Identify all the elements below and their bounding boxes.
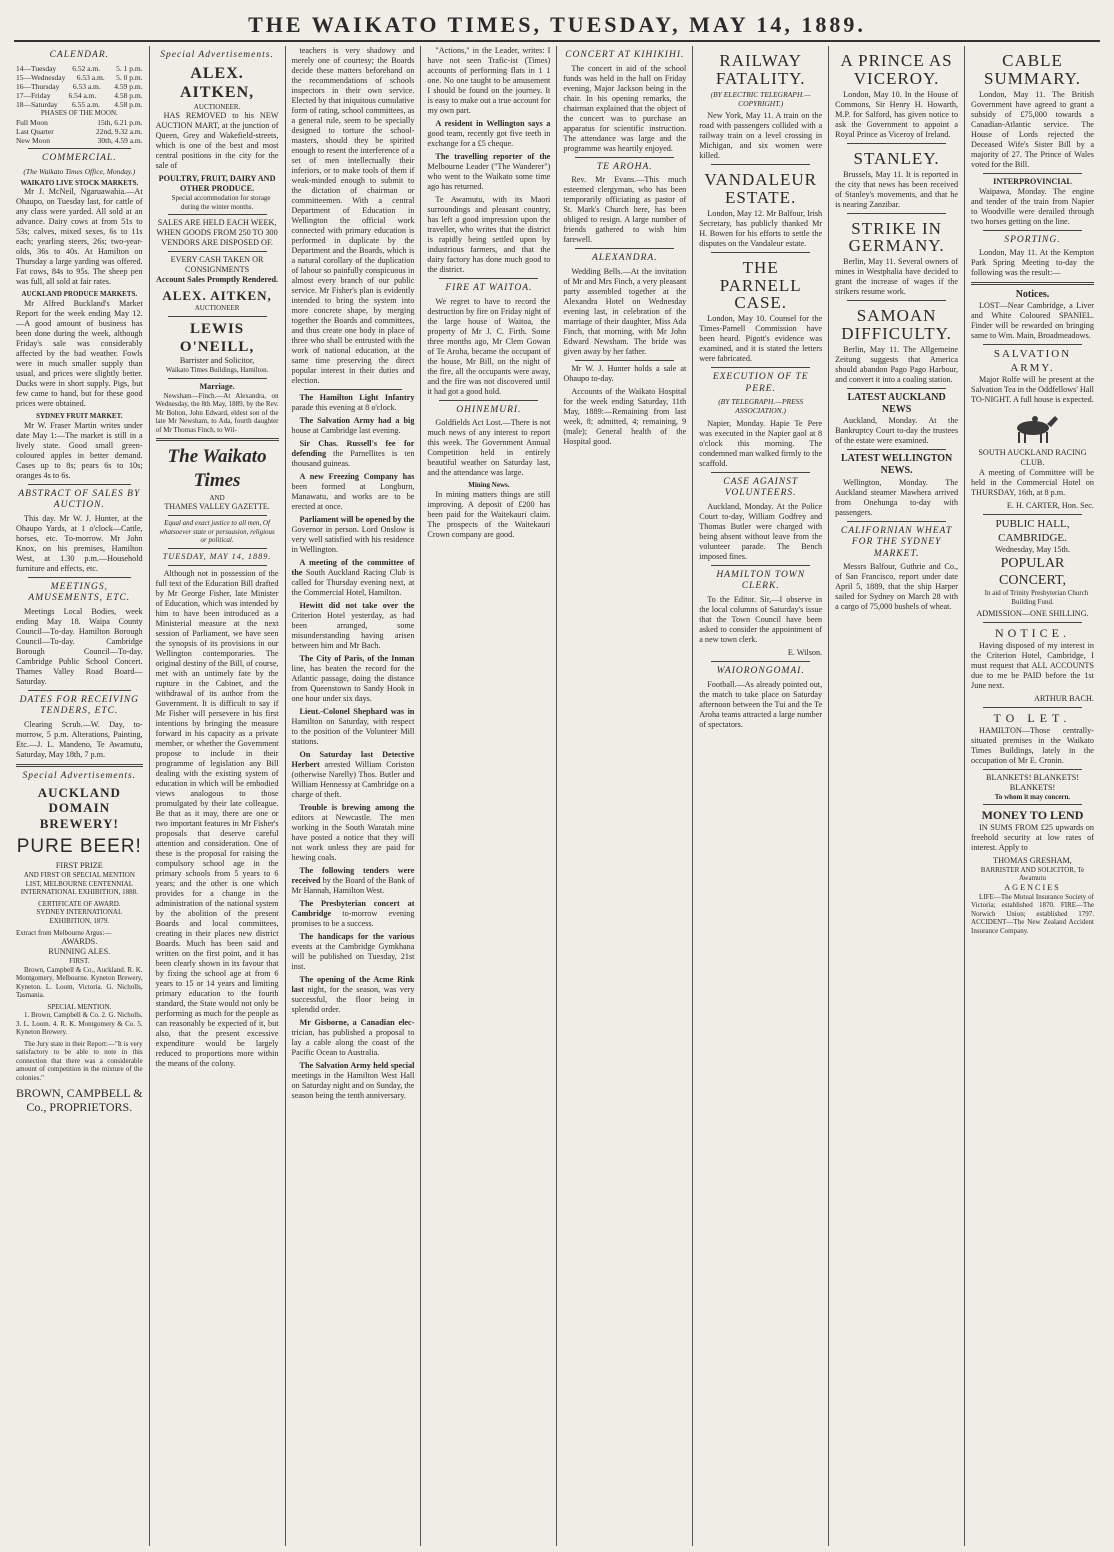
calendar-row: 17—Friday 6.54 a.m. 4.58 p.m. (16, 91, 143, 100)
tenders-text: Clearing Scrub.—W. Day, to-morrow, 5 p.m. Alterations, Painting, Etc.—J. L. Mandeno, Te Awamutu, Saturday, May 18th, 7 p.m. (16, 720, 143, 760)
column-1 (14, 46, 149, 1546)
motto: Equal and exact justice to all men, Of whatsoever state or persuasion, religious or political. (159, 519, 275, 545)
gresham-title: BARRISTER AND SOLICITOR, Te Awamutu (980, 865, 1085, 883)
ohinemuri-text: Goldfields Act Lost.—There is not much news of any interest to report this week. The Government Annual Competition held in entirely beautiful weather on Saturday last, and the attendance was large. (427, 418, 551, 478)
interprovincial-text: Waipawa, Monday. The engine and tender of the train from Napier to Woodville were derailed through two horses getting on the line. (971, 186, 1094, 226)
execution-text: Napier, Monday. Hapie Te Pere was executed in the Napier gaol at 8 o'clock this morning. The condemned man walked firmly to the scaffold. (699, 418, 823, 468)
waiorongomai-heading: WAIORONGOMAI. (716, 665, 805, 676)
stanley-headline: STANLEY. (853, 148, 940, 168)
account-sales: Account Sales Promptly Rendered. (156, 275, 279, 285)
first-heading: FIRST. (69, 957, 90, 966)
aitken-name-2: ALEX. AITKEN, (162, 288, 272, 304)
gazette-name: THAMES VALLEY GAZETTE. (164, 502, 270, 512)
agencies-heading: AGENCIES (1004, 882, 1061, 892)
blankets-heading: BLANKETS! BLANKETS! BLANKETS! (985, 772, 1079, 792)
awards-heading: AWARDS. (61, 937, 98, 947)
jury-report: The Jury state in their Report:—"It is very satisfactory to be able to note in this connection that there was a considerable amount of competition in the mixture of the colonies." (16, 1039, 143, 1082)
stanley-text: Brussels, May 11. It is reported in the city that news has been received of Stanley's movements, and that he is nearing Zanzibar. (835, 169, 959, 209)
prince-headline: A PRINCE AS VICEROY. (840, 51, 953, 88)
strike-headline: STRIKE IN GERMANY. (848, 218, 945, 256)
te-aroha-heading: TE AROHA. (596, 161, 653, 172)
first-prize: FIRST PRIZE (55, 861, 103, 871)
news-item: Trouble is brewing among the editors at Newcastle. The men working in the South Waratah mine have posted a notice that they will not work unless they are paid for hewing coals. (291, 803, 415, 862)
auckland-news-text: Auckland, Monday. At the Bankruptcy Court to-day the trustees of the estate were examined. (835, 416, 959, 446)
news-item: Hewitt did not take over the Criterion Hotel yesterday, as had been arranged, some misunderstanding having arisen between him and Mr Bach. (291, 601, 415, 650)
special-adv-heading-2: Special Advertisements. (160, 50, 274, 60)
moon-title: PHASES OF THE MOON. (40, 109, 118, 118)
news-item: The Salvation Army held special meetings in the Hamilton West Hall on Saturday night and on Sunday, the season being the tenth anniversary. (291, 1061, 415, 1100)
calendar-title: CALENDAR. (49, 50, 109, 60)
calendar-table (16, 64, 143, 110)
calendar-row: 16—Thursday 6.53 a.m. 4.59 p.m. (16, 81, 143, 91)
aitken-text: HAS REMOVED to his NEW AUCTION MART, at the junction of Queen, Grey and Wakefield-streets, which is one of the best and most central positions in the city for the sale of (155, 111, 279, 171)
hunter-note: Mr W. J. Hunter holds a sale at Ohaupo to-day. (563, 363, 687, 383)
column-2 (149, 46, 285, 1546)
news-item: A meeting of the committee of the South Auckland Racing Club is called for Thursday evening next, at the Commercial Hotel, Hamilton. (291, 558, 415, 597)
salvation-text: Major Rolfe will be present at the Salvation Tea in the Oddfellows' Hall TO-NIGHT. A full house is expected. (971, 375, 1094, 405)
news-item: The handicaps for the various events at the Cambridge Gymkhana will be published on Tuesday, 21st inst. (291, 932, 415, 971)
news-item: A resident in Wellington says a good team, recently got five teeth in exchange for a £5 cheque. (427, 119, 551, 148)
interprovincial-heading: INTERPROVINCIAL (993, 176, 1072, 186)
news-item: The Salvation Army had a big house at Cambridge last evening. (291, 416, 415, 435)
popular-concert: POPULAR CONCERT, (999, 556, 1066, 589)
fruit-heading: SYDNEY FRUIT MARKET. (36, 412, 123, 421)
abstract-text: This day. Mr W. J. Hunter, at the Ohaupo Yards, at 1 o'clock—Cattle, horses, etc. To-morrow. Mr John Knox, on his premises, Hamilton West, at 1.30 p.m.—Household furniture and effects, etc. (16, 513, 143, 573)
column-3 (285, 46, 421, 1546)
concert-purpose: In aid of Trinity Presbyterian Church Building Fund. (984, 589, 1089, 606)
storage-note: Special accommodation for storage during the winter months. (171, 194, 271, 211)
auctioneer-title: AUCTIONEER. (193, 102, 241, 111)
column-7 (828, 46, 964, 1546)
alexandra-heading: ALEXANDRA. (591, 253, 658, 264)
special-list: 1. Brown, Campbell & Co. 2. G. Nicholls. 3. L. Loom. 4. R. K. Montgomery & Co. 5. Kyneton Brewery. (16, 1011, 143, 1037)
racing-secretary: E. H. CARTER, Hon. Sec. (1006, 501, 1094, 511)
auctioneer-title-2: AUCTIONEER (194, 304, 240, 313)
hospital-note: Accounts of the Waikato Hospital for the week ending Saturday, 11th May, 1889:—Remaining from last week, 8; admitted, 4; remaining, 9 (male); General health of the Hospital good. (563, 386, 687, 446)
domain-title: AUCKLAND DOMAIN (37, 784, 121, 816)
money-text: IN SUMS FROM £25 upwards on freehold security at low rates of interest. Apply to (971, 822, 1094, 852)
californian-heading: CALIFORNIAN WHEAT FOR THE SYDNEY MARKET. (840, 525, 953, 559)
news-item: A new Freezing Company has been formed at Longburn, Manawatu, and works are to be erected at once. (291, 472, 415, 511)
notice-signature: ARTHUR BACH. (1033, 693, 1094, 703)
gresham-name: THOMAS GRESHAM, (993, 855, 1072, 865)
column-8 (964, 46, 1100, 1546)
wellington-news-text: Wellington, Monday. The Auckland steamer Mawhera arrived from Onehunga to-day with passengers. (835, 477, 959, 517)
news-item: The travelling reporter of the Melbourne Leader ("The Wanderer") who went to the Waikato some time ago has returned. (427, 152, 551, 191)
every-cash: EVERY CASH TAKEN OR CONSIGNMENTS (170, 255, 264, 275)
to-let-heading: TO LET. (993, 710, 1072, 725)
cable-text: London, May 11. The British Government have agreed to grant a subsidy of £75,000 towards a Canadian-Atlantic service. The House of Lords rejected the Deceased Wife's Sister Bill by a majority of 27. The Prince of Wales voted for the Bill. (971, 89, 1094, 169)
racing-heading: SOUTH AUCKLAND RACING CLUB. (978, 448, 1087, 468)
press-credit: (BY TELEGRAPH.—PRESS ASSOCIATION.) (718, 397, 804, 416)
editorial-continued: teachers is very shadowy and merely one of courtesy; the Boards decide these matters beforehand on the recommendations of schools inspectors in their own service. Elected by that iniquitous cumulative form of rating, school committees, as a general rule, seem to be specially designed to torture the school-masters, should they be spirited enough to resent the interference of a set of men intellectually their inferiors, or to make tools of them if weak-minded enough to submit to the dictation of chairman or committeemen. With a central Department of Education in Wellington the official work connected with primary education is performed in duplicate by the Department and the Boards, which is a natural corollary of the duplication of labour so painfully conspicuous in almost every branch of our public service. Mr Fisher's plan is evidently intended to bring the system into more concrete shape, by merging together the Boards and committees, and thus create one body in place of three who shall be entrusted with the work of national education, at the same time preserving the direct popular interest in their duties and election. (291, 46, 415, 385)
public-hall-heading: PUBLIC HALL, CAMBRIDGE. (995, 518, 1070, 544)
moon-row: Last Quarter 22nd, 9.32 a.m. (16, 126, 143, 136)
calendar-row: 18—Saturday 6.55 a.m. 4.58 p.m. (16, 100, 143, 110)
moon-row: Full Moon 15th, 6.21 p.m. (16, 117, 143, 127)
salvation-heading: SALVATION ARMY. (993, 348, 1072, 374)
commercial-title: COMMERCIAL. (42, 153, 117, 164)
concert-date: Wednesday, May 15th. (995, 545, 1070, 555)
vandaleur-text: London, May 12. Mr Balfour, Irish Secretary, has publicly thanked Mr H. Bowen for his efforts to settle the disputes on the Vandaleur estate. (699, 208, 823, 248)
cable-headline: CABLE SUMMARY. (984, 51, 1081, 88)
oneill-name: LEWIS O'NEILL, (179, 320, 255, 355)
abstract-heading: ABSTRACT OF SALES BY AUCTION. (18, 488, 141, 511)
news-item: Parliament will be opened by the Governor in person. Lord Onslow is very well satisfied with his residence in Wellington. (291, 515, 415, 554)
samoan-text: Berlin, May 11. The Allgemeine Zeitung suggests that America should abandon Pago Pago Harbour, and convert it into a coaling station. (835, 344, 959, 384)
column-4 (420, 46, 556, 1546)
prince-text: London, May 10. In the House of Commons, Sir Henry H. Howarth, M.P. for Salford, has given notice to ask the Government to appoint a Royal Prince as Viceroy of Ireland. (835, 89, 959, 139)
concert-heading: CONCERT AT KIHIKIHI. (565, 50, 685, 60)
whom-concern: To whom it may concern. (994, 792, 1071, 801)
first-list: Brown, Campbell & Co., Auckland. R. K. Montgomery, Melbourne. Kyneton Brewery, Kyneton. L. Loom, Victoria. G. Nicholls, Tasmania. (16, 965, 143, 1000)
sales-note: SALES ARE HELD EACH WEEK, WHEN GOODS FROM 250 TO 300 VENDORS ARE DISPOSED OF. (156, 218, 278, 248)
news-item: Sir Chas. Russell's fee for defending the Parnellites is ten thousand guineas. (291, 439, 415, 468)
news-item: On Saturday last Detective Herbert arrested William Coriston (otherwise Narelly) Thos. Butler and William Hennessy at Cambridge on a charge of theft. (291, 750, 415, 799)
town-clerk-text: To the Editor. Sir,—I observe in the local columns of Saturday's issue that the Town Council have been asked to consider the appointment of a new town clerk. (699, 594, 823, 644)
ohinemuri-heading: OHINEMURI. (456, 404, 522, 415)
notice-text: Having disposed of my interest in the Criterion Hotel, Cambridge, I must request that ALL ACCOUNTS due to me be PAID before the 1st June next. (971, 640, 1094, 690)
parnell-headline: THE PARNELL CASE. (719, 257, 802, 313)
actions-text: "Actions," in the Leader, writes: I have not seen Trafic-ist (Times) accounts of performing flats in 1 1 one. No one taught to be amusement I should be found on the journey. It is easy to make out a true account for my own part. (427, 46, 551, 115)
notices-heading: Notices. (1015, 289, 1050, 301)
extract-note: Extract from Melbourne Argus:— (16, 928, 112, 937)
column-6 (692, 46, 828, 1546)
to-let-text: HAMILTON—Those centrally-situated premises in the Waikato Times Buildings, lately in the occupation of Mr E. Cronin. (971, 725, 1094, 765)
mining-text: In mining matters things are still improving. A deposit of £200 has been paid for the Waitekauri claim. The prospects of the Waitekauri Crown company are good. (427, 489, 551, 539)
notice-heading: NOTICE. (995, 626, 1070, 641)
certificate: CERTIFICATE OF AWARD. (38, 899, 121, 908)
mining-heading: Mining News. (468, 481, 510, 490)
californian-text: Messrs Balfour, Guthrie and Co., of San Francisco, report under date April 5, 1889, that the ship Harper sailed for Sydney on March 28 with a cargo of 75,000 bushels of wheat. (835, 562, 959, 612)
meetings-heading: MEETINGS, AMUSEMENTS, ETC. (28, 581, 131, 604)
racing-horse-icon (1006, 408, 1060, 446)
sporting-text: London, May 11. At the Kempton Park Spring Meeting to-day the following was the result:— (971, 248, 1094, 278)
calendar-row: 15—Wednesday 6.53 a.m. 5. 0 p.m. (16, 72, 143, 82)
livestock-heading: WAIKATO LIVE STOCK MARKETS. (20, 178, 139, 187)
fire-heading: FIRE AT WAITOA. (445, 283, 533, 293)
railway-text: New York, May 11. A train on the road with passengers collided with a railway train on a level crossing in Michigan, and six women were killed. (699, 110, 823, 160)
special-mention: SPECIAL MENTION. (47, 1002, 112, 1011)
columns (14, 46, 1100, 1546)
column-5 (556, 46, 692, 1546)
racing-text: A meeting of Committee will be held in the Commercial Hotel on THURSDAY, 16th, at 8 p.m. (971, 468, 1094, 498)
strike-text: Berlin, May 11. Several owners of mines in Westphalia have decided to grant the increase of wages if the strikers resume work. (835, 257, 959, 297)
news-item: The following tenders were received by the Board of the Bank of Mr Hannah, Hamilton West. (291, 866, 415, 895)
execution-heading: EXECUTION OF TE PERE. (712, 372, 809, 394)
produce-text: Mr Alfred Buckland's Market Report for the week ending May 12.—A good amount of business has been done during the week, although Friday's sale was considerably affected by the bad weather. Fowls were in much smaller supply than usual, and prices were slightly better. Ducks were in short supply. Pigs, but few came to hand, but for these good prices were obtained. (16, 299, 143, 409)
fire-text: We regret to have to record the destruction by fire on Friday night of the large house of Waitoa, the property of Mr J. C. Firth. Some three months ago, Mr Clem Gowan of Te Aroha, became the occupant of the house, Mr Bill, on the night of the fire, all the occupants were away, and the fire was not discovered until it had got a good hold. (427, 296, 551, 396)
waikato-buildings: Waikato Times Buildings, Hamilton. (165, 366, 269, 375)
news-item: Lieut.-Colonel Shephard was in Hamilton on Saturday, with respect to the position of the Volunteer Mill stations. (291, 707, 415, 746)
admission: ADMISSION—ONE SHILLING. (976, 609, 1089, 619)
volunteers-text: Auckland, Monday. At the Police Court to-day, William Godfrey and Thomas Butler were charged with being absent without leave from the volunteer parade. The Bench imposed fines. (699, 501, 823, 561)
samoan-headline: SAMOAN DIFFICULTY. (841, 306, 952, 344)
masthead: THE WAIKATO TIMES, TUESDAY, MAY 14, 1889. (14, 10, 1100, 42)
calendar-row: 14—Tuesday 6.52 a.m. 5. 1 p.m. (16, 63, 143, 73)
commercial-sub: (The Waikato Times Office, Monday.) (23, 166, 136, 176)
waiorongomai-text: Football.—As already pointed out, the match to take place on Saturday afternoon between the Tui and the Te Aroha teams attracted a large number of spectators. (699, 679, 823, 729)
letter-signature: E. Wilson. (787, 647, 823, 657)
and-text: AND (209, 493, 225, 502)
livestock-text: Mr J. McNeil, Ngaruawahia.—At Ohaupo, on Tuesday last, for cattle of any class were yarded. All sold at an advance. Dairy cows at from 51s to 53s; calves, mixed sexes, 6s to 11s each; yearling steers, 26s; two-year-olds, 36s to 40s. At Hamilton on Thursday a large yarding was offered. Fat cows, 84s to 95s. The sheep pen was full, all sold at fair rates. (16, 187, 143, 287)
editorial-text: Although not in possession of the full text of the Education Bill drafted by Mr George Fisher, late Minister of Education, which was intended by him to have been introduced as a Ministerial measure at the next session of Parliament, we have seen the synopsis of its provisions in our Wellington contemporaries. The original destiny of the Bill, of course, met with an untimely fate by the rupture in the Cabinet, and the withdrawal of its author from the Government. It is difficult to say if Mr Fisher will persevere in his first intentions by bringing the measure forward in his capacity as a private member, or whether the Government propose to include in their programme of legislation any Bill dealing with the existing system of education in which will be embodied views analogous to those promulgated by their late colleague. Be that as it may, there are one or two important features in Mr Fisher's proposals that deserve careful attention and consideration. One of these is the proposal for raising the compulsory school age in the primary schools from 5 years to 6 years; and the other is one which provides for a change in the administration of the national system by the abolition of the present Boards and local committees, creating in their places new district Boards. Much has been said and written on the first point, and it has been clearly shown in its favour that by fixing the school age at from 6 years to 15 or 14 years and limiting primary education to the fourth standard, the State would not only be performing as much for the people as can reasonably be expected of it, but also, that the present excessive expenditure would be largely reduced to proportions more within the means of the colony. (155, 568, 279, 1068)
produce-list: POULTRY, FRUIT, DAIRY AND OTHER PRODUCE. (158, 174, 276, 194)
news-item: The City of Paris, of the Inman line, has beaten the record for the Atlantic passage, doing the distance from Queenstown to Sandy Hook in one hour under six days. (291, 654, 415, 703)
produce-heading: AUCKLAND PRODUCE MARKETS. (21, 290, 138, 299)
lost-notice: LOST—Near Cambridge, a Liver and White Coloured SPANIEL. Finder will be rewarded on bringing same to Wm. Main, Broadmeadows. (971, 301, 1094, 341)
news-item: The Hamilton Light Infantry parade this evening at 8 o'clock. (291, 393, 415, 412)
pure-beer: PURE BEER! (16, 836, 142, 858)
special-adv-heading: Special Advertisements. (22, 771, 137, 782)
news-item: The opening of the Acme Rink last night, for the season, was very successful, the floor being in splendid order. (291, 975, 415, 1014)
fruit-text: Mr W. Fraser Martin writes under date May 1:—The market is still in a lively state. Good small green-coloured apples in better demand. Cases up to 8s; pears 6s to 10s; oranges 4s to 6s. (16, 420, 143, 480)
running-ales: RUNNING ALES. (48, 947, 111, 957)
wanderer-text: Te Awamutu, with its Maori surroundings and pleasant country, has left a good impression upon the traveller, who writes that the district is rapidly being settled upon by industrious farmers, and that the dairy factory has done much good to the district. (427, 195, 551, 274)
barrister-title: Barrister and Solicitor, (179, 356, 255, 366)
money-heading: MONEY TO LEND (981, 808, 1084, 823)
agencies-text: LIFE—The Mutual Insurance Society of Victoria; established 1870. FIRE—The Norwich Union; established 1797. ACCIDENT—The New Zealand Accident Insurance Company. (971, 892, 1094, 935)
town-clerk-heading: HAMILTON TOWN CLERK. (716, 569, 806, 592)
news-item: Mr Gisborne, a Canadian elec- trician, has published a proposal to lay a cable along the coast of the Pacific Ocean to Australia. (291, 1018, 415, 1057)
proprietors: BROWN, CAMPBELL & Co., PROPRIETORS. (16, 1085, 143, 1115)
telegraph-credit: (BY ELECTRIC TELEGRAPH.—COPYRIGHT.) (710, 89, 811, 108)
dateline: TUESDAY, MAY 14, 1889. (162, 551, 272, 561)
aitken-name: ALEX. AITKEN, (180, 64, 255, 102)
volunteers-heading: CASE AGAINST VOLUNTEERS. (723, 476, 799, 499)
wellington-news-heading: LATEST WELLINGTON NEWS. (840, 453, 953, 477)
meetings-text: Meetings Local Bodies, week ending May 18. Waipa County Council—To-day. Hamilton Borough Council—To-day. Cambridge Borough Council—To-day. Cambridge Public School Concert. Thames Valley Road Board—Saturday. (16, 606, 143, 686)
news-item: The Presbyterian concert at Cambridge to-morrow evening promises to be a success. (291, 899, 415, 928)
exhibition-note: AND FIRST OR SPECIAL MENTION LIST, MELBOURNE CENTENNIAL INTERNATIONAL EXHIBITION, 1888. (20, 871, 138, 897)
vandaleur-headline: VANDALEUR ESTATE. (704, 169, 817, 207)
parnell-text: London, May 10. Counsel for the Times-Parnell Commission have been heard. Pigott's evidence was examined, and it is stated the letters were fabricated. (699, 314, 823, 364)
brewery-title: BREWERY! (39, 816, 119, 832)
paper-nameplate: The Waikato Times (167, 446, 267, 491)
tenders-heading: DATES FOR RECEIVING TENDERS, ETC. (19, 694, 140, 717)
alexandra-text: Wedding Bells.—At the invitation of Mr and Mrs Finch, a very pleasant party assembled together at the Alexandra Hotel on Wednesday evening last, in celebration of the marriage of their daughter, Miss Ada Finch, that morning, with Mr John Edward Newsham. The bride was given away by her father. (563, 266, 687, 356)
marriage-heading: Marriage. (199, 381, 235, 391)
concert-text: The concert in aid of the school funds was held in the hall on Friday evening, Major Jackson being in the chair. In his opening remarks, the chairman explained that the object of the concert was to purchase an apparatus for scientific instruction. The attendance was large and the programme was heartily enjoyed. (563, 63, 687, 153)
auckland-news-heading: LATEST AUCKLAND NEWS (847, 391, 946, 416)
marriage-text: Newsham—Finch.—At Alexandra, on Wednesday, the 8th May, 1889, by the Rev. Mr Bolton, John Edward, eldest son of the late Mr Newsham, to Ada, fourth daughter of Mr Thomas Finch, to Wil- (155, 391, 279, 434)
te-aroha-text: Rev. Mr Evans.—This much esteemed clergyman, who has been temporarily officiating as pastor of St. Mark's Church here, has been obliged to resign. A large number of friends gathered to wish him farewell. (563, 175, 687, 245)
sydney-exhibition: SYDNEY INTERNATIONAL EXHIBITION, 1879. (36, 908, 123, 925)
sporting-heading: SPORTING. (1004, 234, 1061, 245)
railway-headline: RAILWAY FATALITY. (715, 51, 806, 88)
moon-row: New Moon 30th, 4.59 a.m. (16, 136, 143, 146)
